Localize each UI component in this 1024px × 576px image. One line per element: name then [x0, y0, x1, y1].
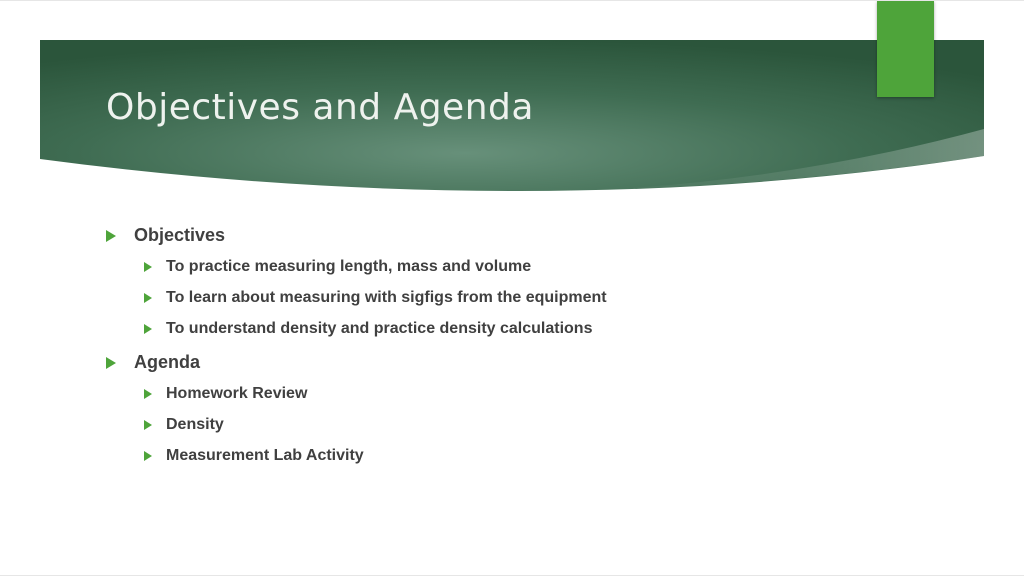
list-item [144, 258, 531, 276]
list-item [144, 416, 224, 434]
slide-title: Objectives and Agenda [106, 87, 534, 128]
triangle-bullet-icon [144, 451, 152, 461]
triangle-bullet-icon [144, 262, 152, 272]
section-heading: Objectives [134, 225, 226, 245]
triangle-bullet-icon [144, 420, 152, 430]
list-item [144, 385, 307, 403]
slide-content [0, 1, 1024, 576]
triangle-bullet-icon [106, 357, 116, 369]
triangle-bullet-icon [106, 230, 116, 242]
list-item [144, 320, 592, 338]
list-item-text: To practice measuring length, mass and volume [166, 258, 532, 275]
bullet-agenda [106, 352, 200, 373]
list-item-text: Homework Review [166, 385, 308, 402]
triangle-bullet-icon [144, 293, 152, 303]
section-heading: Agenda [134, 352, 201, 372]
list-item-text: To understand density and practice density calculations [166, 320, 593, 337]
triangle-bullet-icon [144, 324, 152, 334]
triangle-bullet-icon [144, 389, 152, 399]
list-item-text: Measurement Lab Activity [166, 447, 364, 464]
list-item-text: Density [166, 416, 224, 433]
list-item [144, 289, 607, 307]
list-item [144, 447, 364, 465]
list-item-text: To learn about measuring with sigfigs from the equipment [166, 289, 607, 306]
bullet-objectives [106, 225, 225, 246]
